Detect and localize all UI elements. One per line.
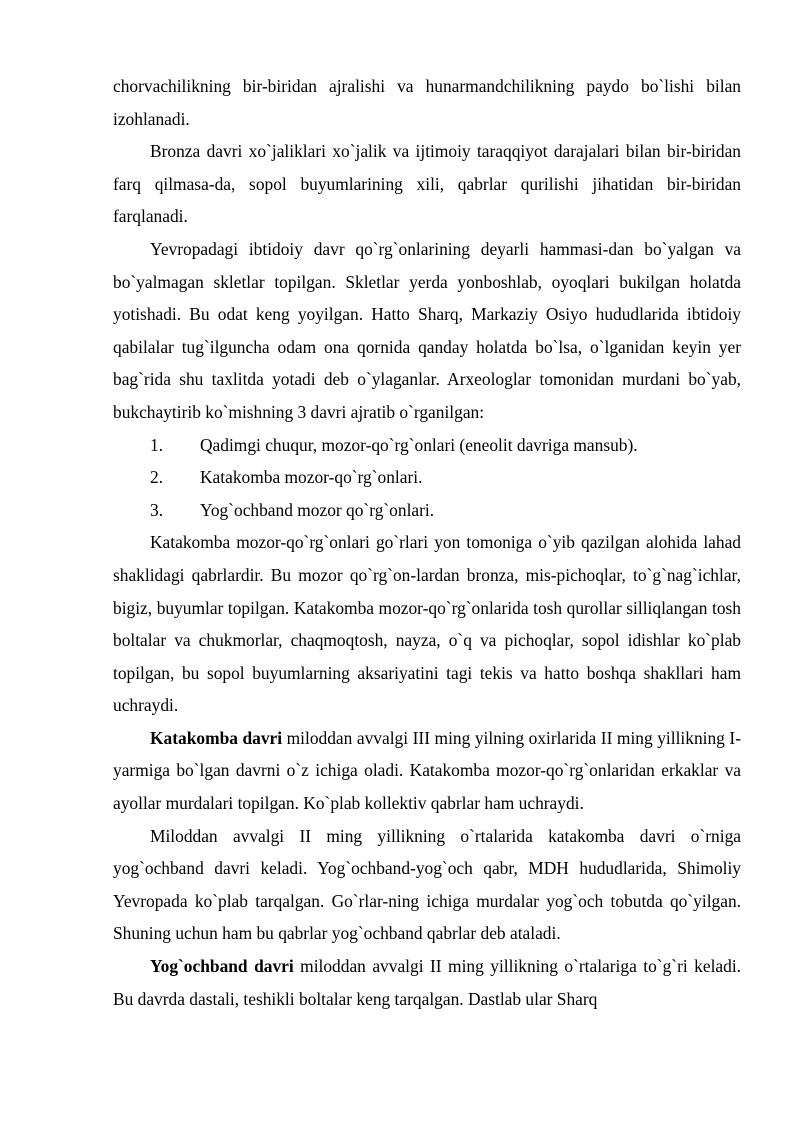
list-item <box>113 461 741 494</box>
list-item <box>113 429 741 462</box>
paragraph-continuation: chorvachilikning bir-biridan ajralishi va hunarmandchilikning paydo bo`lishi bilan izohlanadi. <box>113 76 741 129</box>
paragraph-text: miloddan avvalgi II ming yillikning o`rtalariga to`g`ri keladi. Bu davrda dastali, teshikli boltalar keng tarqalgan. Dastlab ular Sharq <box>113 956 741 1009</box>
list-text: Katakomba mozor-qo`rg`onlari. <box>200 467 423 488</box>
term-catacomb-period: Katakomba davri <box>150 727 283 748</box>
term-timber-grave-period: Yog`ochband davri <box>150 956 294 977</box>
paragraph-timber-grave-period <box>113 950 741 1015</box>
burial-periods-list <box>113 429 741 527</box>
paragraph-text: miloddan avvalgi III ming yilning oxirlarida II ming yillikning I-yarmiga bo`lgan davrni o`z ichiga oladi. Katakomba mozor-qo`rg`onlaridan erkaklar va ayollar murdalari topilgan. Ko`plab kollektiv qabrlar ham uchraydi. <box>113 727 741 814</box>
list-number: 1. <box>150 434 164 455</box>
list-text: Yog`ochband mozor qo`rg`onlari. <box>200 499 435 520</box>
list-number: 2. <box>150 467 164 488</box>
list-text: Qadimgi chuqur, mozor-qo`rg`onlari (eneolit davriga mansub). <box>200 434 638 455</box>
paragraph-timber-grave-intro: Miloddan avvalgi II ming yillikning o`rtalarida katakomba davri o`rniga yog`ochband davri keladi. Yog`ochband-yog`och qabr, MDH hududlarida, Shimoliy Yevropada ko`plab tarqalgan. Go`rlar-ning ichiga murdalar yog`och tobutda qo`yilgan. Shuning uchun ham bu qabrlar yog`ochband qabrlar deb ataladi. <box>113 825 741 944</box>
list-number: 3. <box>150 499 164 520</box>
paragraph-catacomb-period <box>113 722 741 820</box>
paragraph-catacomb-graves: Katakomba mozor-qo`rg`onlari go`rlari yon tomoniga o`yib qazilgan alohida lahad shaklidagi qabrlardir. Bu mozor qo`rg`on-lardan bronza, mis-pichoqlar, to`g`nag`ichlar, bigiz, buyumlar topilgan. Katakomba mozor-qo`rg`onlarida tosh qurollar silliqlangan tosh boltalar va chukmorlar, chaqmoqtosh, nayza, o`q va pichoqlar, sopol idishlar ko`plab topilgan, bu sopol buyumlarning aksariyatini tagi tekis va hatto boshqa shakllari ham uchraydi. <box>113 532 741 716</box>
list-item <box>113 494 741 527</box>
document-page <box>113 70 741 1015</box>
paragraph-europe-kurgans: Yevropadagi ibtidoiy davr qo`rg`onlarining deyarli hammasi-dan bo`yalgan va bo`yalmagan skletlar topilgan. Skletlar yerda yonboshlab, oyoqlari bukilgan holatda yotishadi. Bu odat keng yoyilgan. Hatto Sharq, Markaziy Osiyo hududlarida ibtidoiy qabilalar tug`ilguncha odam ona qornida qanday holatda bo`lsa, o`lganidan keyin yer bag`rida shu taxlitda yotadi deb o`ylaganlar. Arxeologlar tomonidan murdani bo`yab, bukchaytirib ko`mishning 3 davri ajratib o`rganilgan: <box>113 238 741 422</box>
paragraph-bronze-age: Bronza davri xo`jaliklari xo`jalik va ijtimoiy taraqqiyot darajalari bilan bir-biridan farq qilmasa-da, sopol buyumlarining xili, qabrlar qurilishi jihatidan bir-biridan farqlanadi. <box>113 141 741 227</box>
